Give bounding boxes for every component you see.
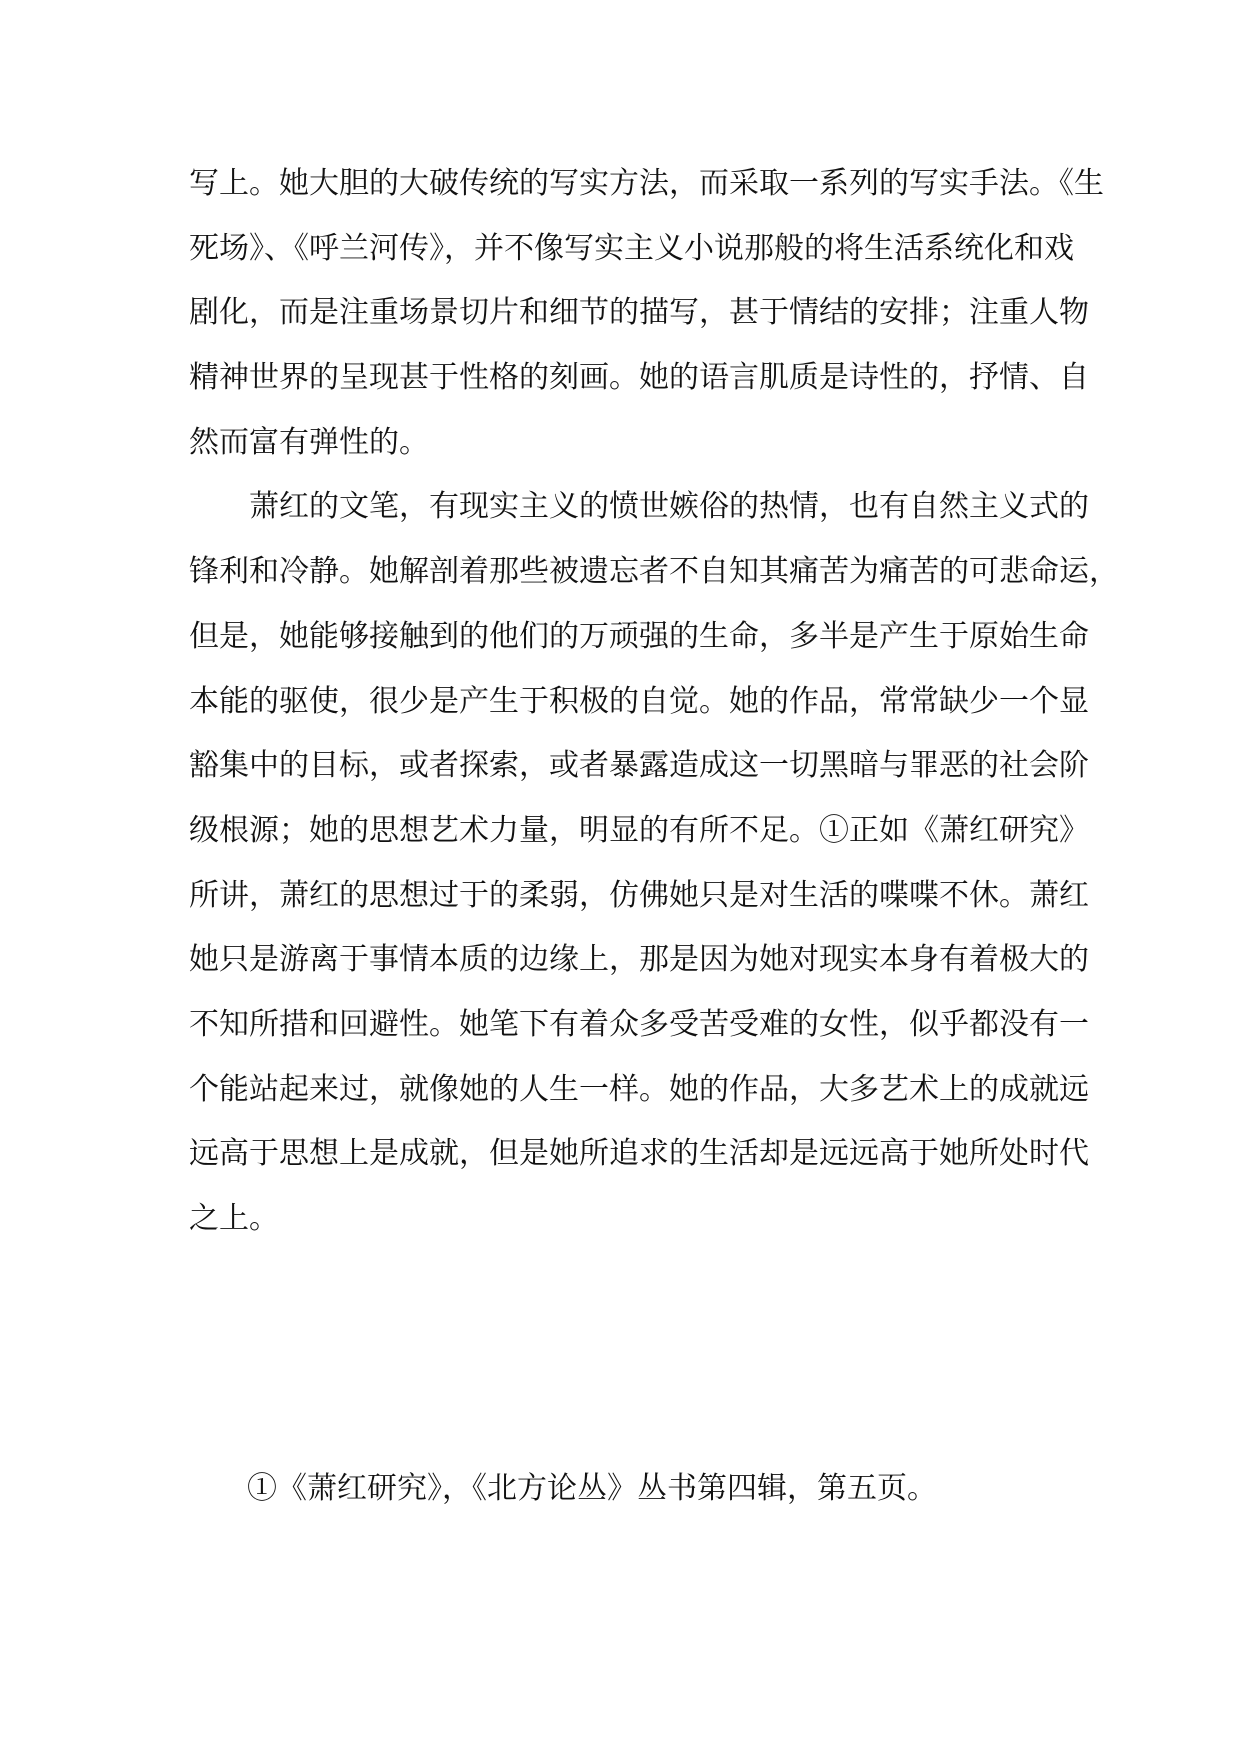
paragraph-1 (189, 152, 1104, 475)
text-line: 写上。她大胆的大破传统的写实方法，而采取一系列的写实手法。《生 (189, 166, 1104, 201)
text-line: 精神世界的呈现甚于性格的刻画。她的语言肌质是诗性的，抒情、自 (189, 360, 1089, 396)
text-line: 但是，她能够接触到的他们的万顽强的生命，多半是产生于原始生命 (189, 618, 1089, 654)
text-line: 不知所措和回避性。她笔下有着众多受苦受难的女性，似乎都没有一 (189, 1006, 1089, 1042)
paragraph-2 (189, 475, 1119, 1251)
text-line: 本能的驱使，很少是产生于积极的自觉。她的作品，常常缺少一个显 (189, 683, 1089, 719)
text-line: 远高于思想上是成就，但是她所追求的生活却是远远高于她所处时代 (189, 1136, 1089, 1172)
text-line: 豁集中的目标，或者探索，或者暴露造成这一切黑暗与罪恶的社会阶 (189, 748, 1089, 784)
body-text (189, 152, 1119, 1252)
text-line: 级根源；她的思想艺术力量，明显的有所不足。①正如《萧红研究》 (189, 812, 1089, 848)
text-line: 死场》、《呼兰河传》，并不像写实主义小说那般的将生活系统化和戏 (189, 230, 1074, 266)
footnote: ①《萧红研究》，《北方论丛》丛书第四辑，第五页。 (247, 1471, 937, 1506)
text-line: 剧化，而是注重场景切片和细节的描写，甚于情结的安排；注重人物 (189, 295, 1089, 331)
text-line: 锋利和冷静。她解剖着那些被遗忘者不自知其痛苦为痛苦的可悲命运， (189, 554, 1119, 590)
text-line: 所讲，萧红的思想过于的柔弱，仿佛她只是对生活的喋喋不休。萧红 (189, 877, 1089, 913)
text-line: 之上。 (189, 1201, 279, 1236)
text-line: 她只是游离于事情本质的边缘上，那是因为她对现实本身有着极大的 (189, 942, 1089, 978)
text-line: 个能站起来过，就像她的人生一样。她的作品，大多艺术上的成就远 (189, 1071, 1089, 1107)
text-line: 然而富有弹性的。 (189, 424, 429, 460)
text-line: 萧红的文笔，有现实主义的愤世嫉俗的热情，也有自然主义式的 (249, 489, 1089, 525)
